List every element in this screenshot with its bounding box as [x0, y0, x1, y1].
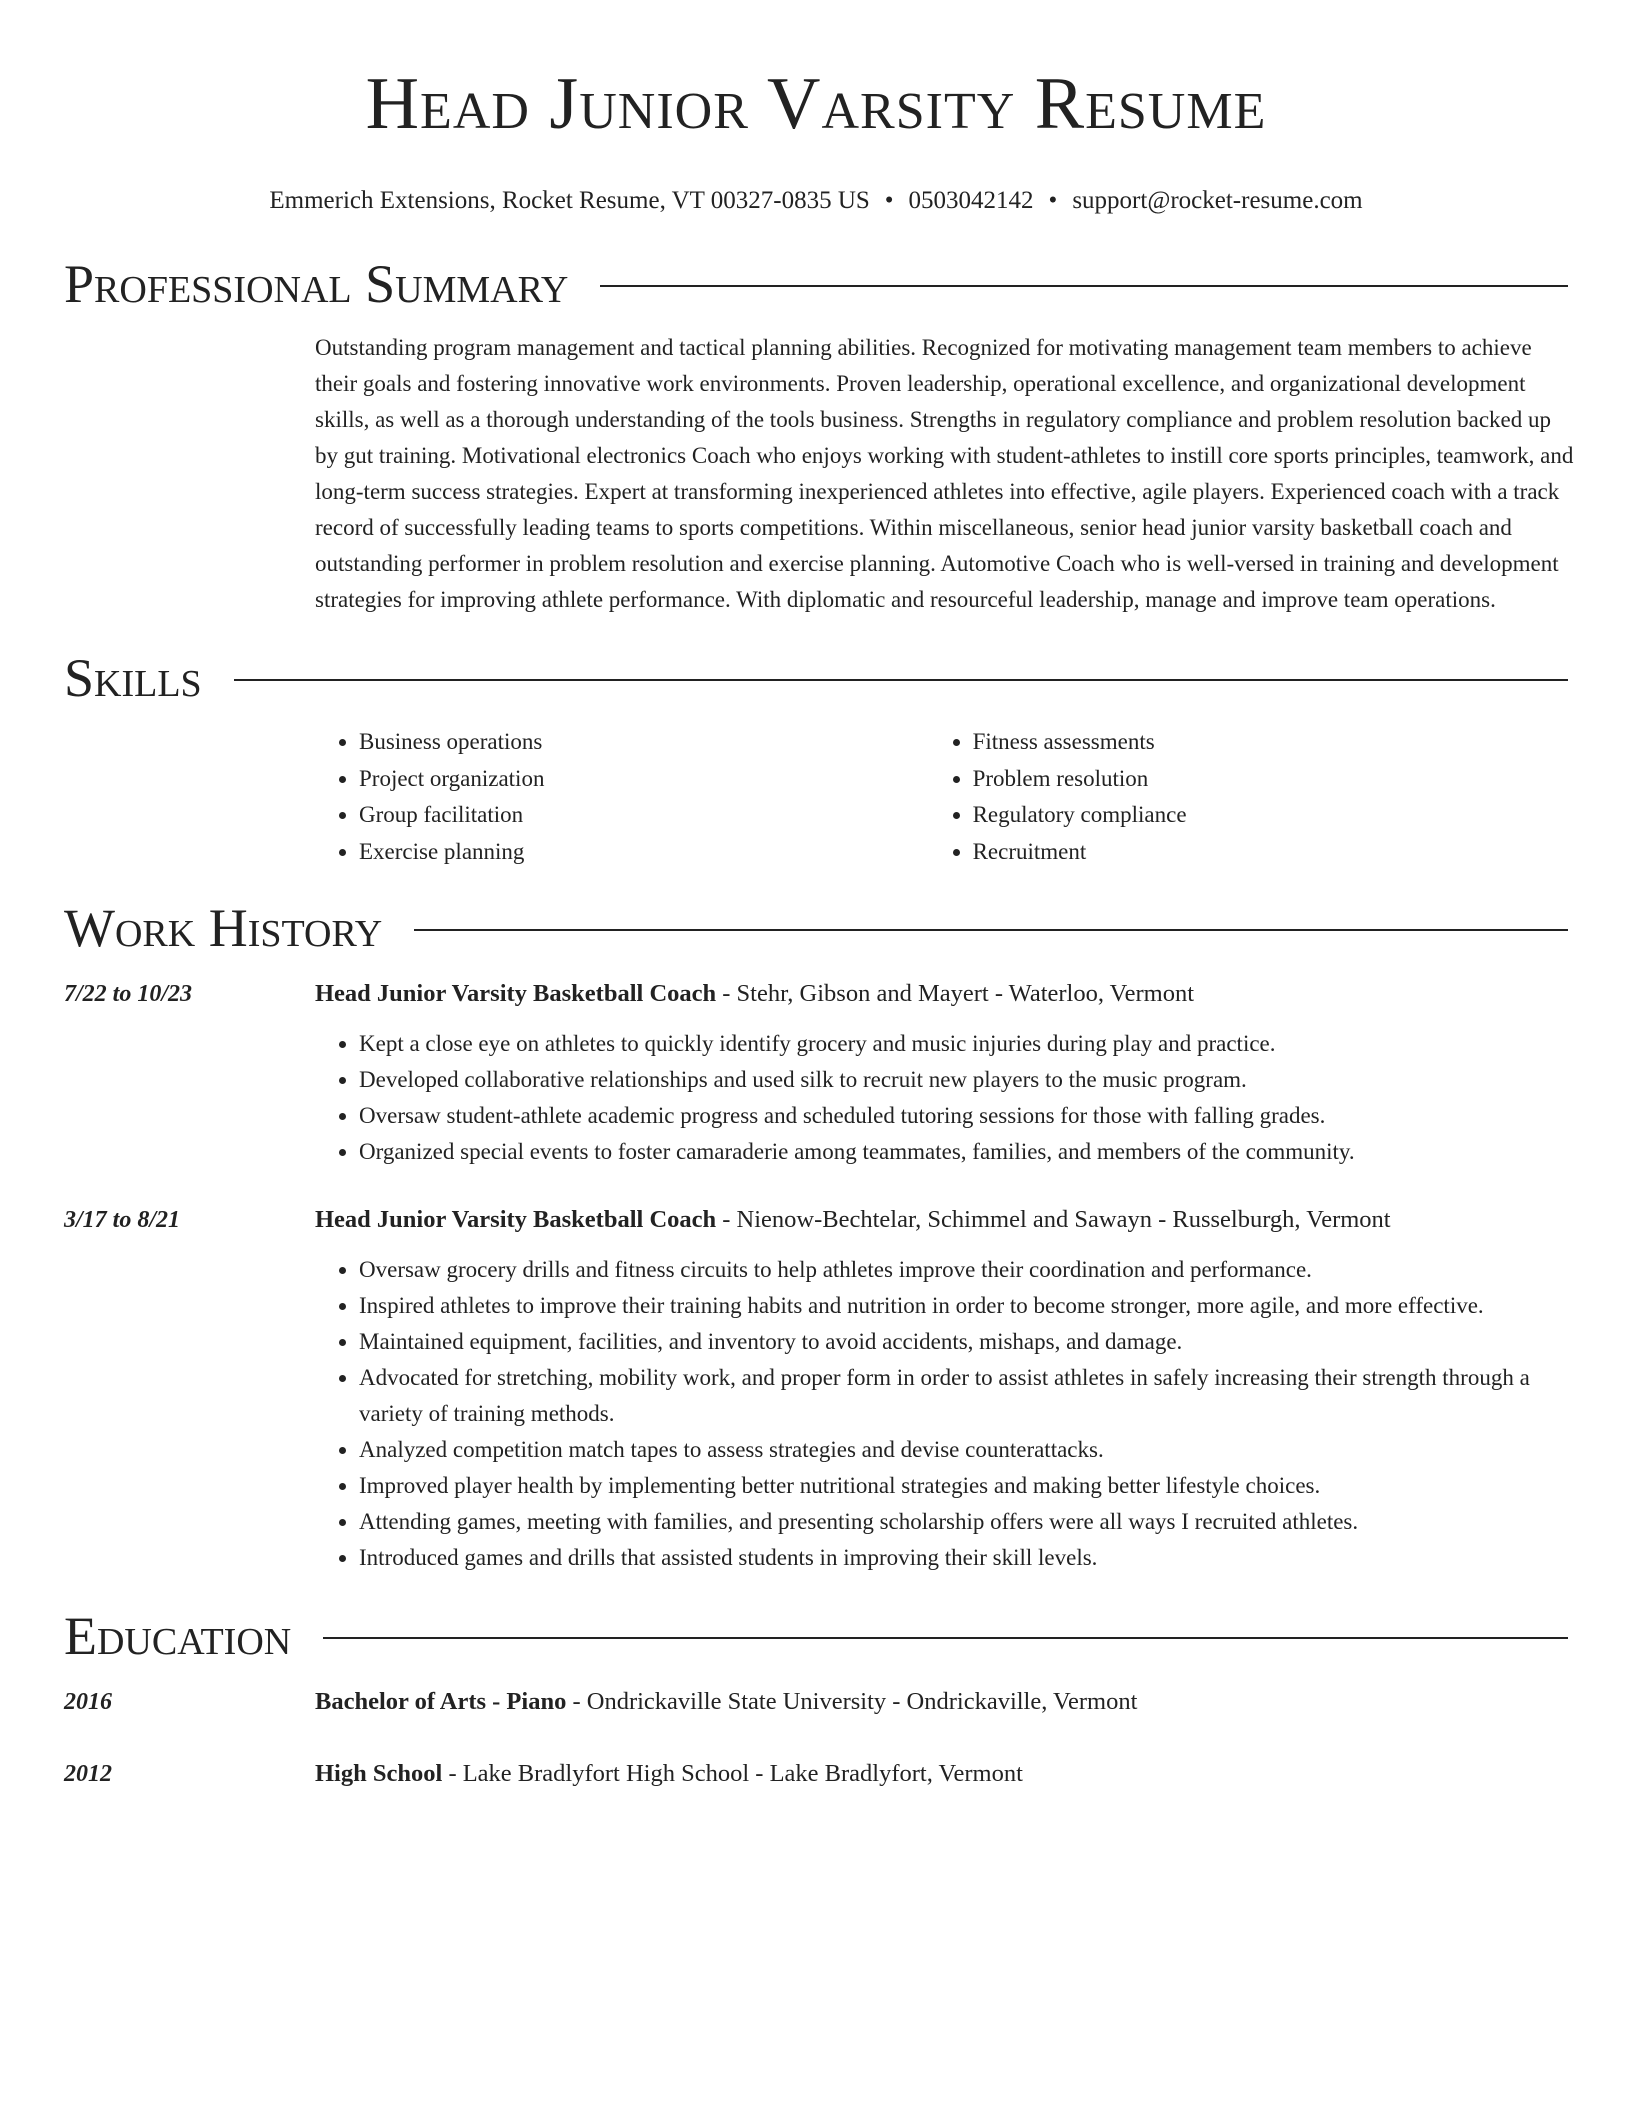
skills-list-right	[929, 724, 1568, 870]
education-degree: Bachelor of Arts - Piano	[315, 1688, 567, 1715]
job-bullet: • Developed collaborative relationships and used silk to recruit new players to the music program.	[359, 1062, 1579, 1098]
work-section	[64, 978, 1568, 1576]
education-degree: High School	[315, 1760, 443, 1787]
job-bullet: • Advocated for stretching, mobility work, and proper form in order to assist athletes in safely increasing their strength through a variety of training methods.	[359, 1360, 1579, 1432]
education-school-location: - Ondrickaville State University - Ondrickaville, Vermont	[566, 1688, 1138, 1715]
education-entry	[64, 1758, 1568, 1790]
summary-section-header	[64, 252, 1568, 316]
skills-list-left	[315, 724, 929, 870]
job-bullet: • Organized special events to foster camaraderie among teammates, families, and members of the community.	[359, 1134, 1579, 1170]
job-entry	[64, 978, 1568, 1170]
job-bullet: • Attending games, meeting with families, and presenting scholarship offers were all ways I recruited athletes.	[359, 1504, 1579, 1540]
job-bullet: • Kept a close eye on athletes to quickly identify grocery and music injuries during play and practice.	[359, 1026, 1579, 1062]
education-headline	[315, 1758, 1568, 1790]
job-bullet: • Oversaw grocery drills and fitness circuits to help athletes improve their coordination and performance.	[359, 1252, 1579, 1288]
section-divider	[234, 679, 1568, 681]
job-bullet: • Introduced games and drills that assisted students in improving their skill levels.	[359, 1540, 1579, 1576]
section-divider	[323, 1637, 1568, 1639]
job-employer-location: - Stehr, Gibson and Mayert - Waterloo, Vermont	[716, 980, 1195, 1007]
skills-section	[315, 724, 1568, 870]
job-headline	[315, 978, 1579, 1010]
job-entry	[64, 1204, 1568, 1576]
education-school-location: - Lake Bradlyfort High School - Lake Bradlyfort, Vermont	[442, 1760, 1023, 1787]
summary-heading: Professional Summary	[64, 254, 569, 314]
job-bullet: • Improved player health by implementing better nutritional strategies and making better lifestyle choices.	[359, 1468, 1579, 1504]
job-title: Head Junior Varsity Basketball Coach	[315, 980, 717, 1007]
work-section-header	[64, 896, 1568, 960]
job-dates: 3/17 to 8/21	[64, 1207, 181, 1233]
skill-item: • Business operations	[359, 724, 929, 761]
job-title: Head Junior Varsity Basketball Coach	[315, 1206, 717, 1233]
job-content	[315, 1204, 1579, 1576]
skill-item: • Group facilitation	[359, 797, 929, 834]
education-content	[315, 1686, 1568, 1718]
contact-line	[64, 186, 1568, 216]
contact-phone: 0503042142	[908, 187, 1034, 214]
work-heading: Work History	[64, 898, 383, 958]
education-year: 2016	[64, 1689, 112, 1715]
job-bullet: • Oversaw student-athlete academic progress and scheduled tutoring sessions for those with falling grades.	[359, 1098, 1579, 1134]
skill-item: • Fitness assessments	[973, 724, 1568, 761]
contact-address: Emmerich Extensions, Rocket Resume, VT 00327-0835 US	[269, 187, 870, 214]
contact-email: support@rocket-resume.com	[1072, 187, 1363, 214]
contact-separator: •	[1048, 187, 1058, 214]
education-year: 2012	[64, 1761, 112, 1787]
job-dates: 7/22 to 10/23	[64, 981, 193, 1007]
contact-separator: •	[884, 187, 894, 214]
education-headline	[315, 1686, 1568, 1718]
resume-title: Head Junior Varsity Resume	[365, 63, 1267, 145]
job-bullet: • Inspired athletes to improve their training habits and nutrition in order to become stronger, more agile, and more effective.	[359, 1288, 1579, 1324]
skill-item: • Project organization	[359, 761, 929, 798]
summary-section	[315, 330, 1574, 618]
job-bullet: • Analyzed competition match tapes to assess strategies and devise counterattacks.	[359, 1432, 1579, 1468]
education-section-header	[64, 1604, 1568, 1668]
job-bullet: • Maintained equipment, facilities, and inventory to avoid accidents, mishaps, and damage.	[359, 1324, 1579, 1360]
skill-item: • Regulatory compliance	[973, 797, 1568, 834]
job-content	[315, 978, 1579, 1170]
summary-text: Outstanding program management and tactical planning abilities. Recognized for motivating management team members to achieve their goals and fostering innovative work environments. Proven leadership, operational excellence, and organizational development skills, as well as a thorough understanding of the tools business. Strengths in regulatory compliance and problem resolution backed up by gut training. Motivational electronics Coach who enjoys working with student-athletes to instill core sports principles, teamwork, and long-term success strategies. Expert at transforming inexperienced athletes into effective, agile players. Experienced coach with a track record of successfully leading teams to sports competitions. Within miscellaneous, senior head junior varsity basketball coach and outstanding performer in problem resolution and exercise planning. Automotive Coach who is well-versed in training and development strategies for improving athlete performance. With diplomatic and resourceful leadership, manage and improve team operations.	[315, 335, 1574, 612]
skills-section-header	[64, 646, 1568, 710]
skill-item: • Exercise planning	[359, 834, 929, 871]
education-section	[64, 1686, 1568, 1790]
job-headline	[315, 1204, 1579, 1236]
job-bullets	[315, 1252, 1579, 1576]
education-heading: Education	[64, 1606, 292, 1666]
section-divider	[414, 929, 1568, 931]
section-divider	[600, 285, 1568, 287]
skills-heading: Skills	[64, 648, 202, 708]
job-bullets	[315, 1026, 1579, 1170]
education-entry	[64, 1686, 1568, 1718]
skill-item: • Recruitment	[973, 834, 1568, 871]
job-employer-location: - Nienow-Bechtelar, Schimmel and Sawayn - Russelburgh, Vermont	[716, 1206, 1391, 1233]
skill-item: • Problem resolution	[973, 761, 1568, 798]
education-content	[315, 1758, 1568, 1790]
